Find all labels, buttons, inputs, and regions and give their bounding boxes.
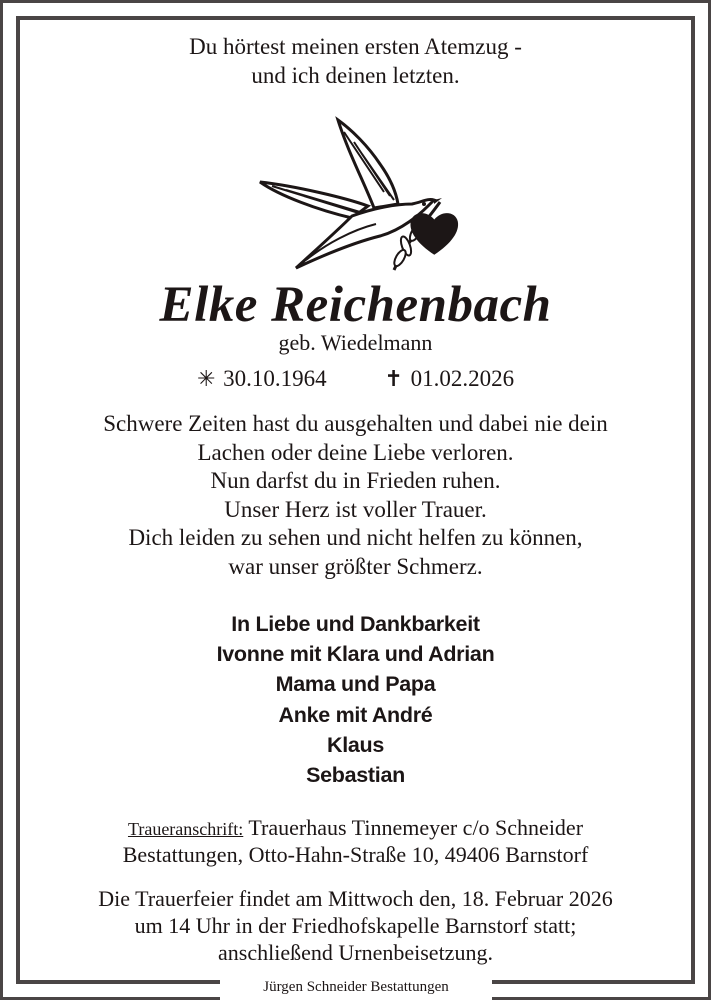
funeral-notice — [24, 885, 687, 966]
poem-line: Dich leiden zu sehen und nicht helfen zu können, — [128, 525, 583, 550]
funeral-home-credit: Jürgen Schneider Bestattungen — [220, 974, 492, 1000]
funeral-line: um 14 Uhr in der Friedhofskapelle Barnstorf statt; — [134, 913, 577, 938]
poem — [24, 410, 687, 581]
mourners-list — [24, 609, 687, 790]
poem-line: war unser größter Schmerz. — [228, 553, 483, 579]
address-line-2: Bestattungen, Otto-Hahn-Straße 10, 49406 Barnstorf — [122, 842, 589, 867]
funeral-line: Die Trauerfeier findet am Mittwoch den, 18. Februar 2026 — [98, 886, 613, 911]
mourning-address — [24, 815, 687, 868]
mourner-line: Klaus — [326, 732, 385, 757]
birth-date-group — [197, 363, 327, 395]
mourner-line: Mama und Papa — [275, 672, 436, 697]
life-dates — [24, 363, 687, 395]
epigraph — [24, 32, 687, 90]
death-date-group — [384, 363, 514, 395]
heart-icon — [410, 213, 458, 255]
address-label: Traueranschrift: — [127, 819, 244, 839]
birth-star-icon: ✳ — [196, 366, 216, 391]
mourner-line: In Liebe und Dankbarkeit — [231, 612, 480, 636]
epigraph-line: und ich deinen letzten. — [251, 63, 460, 88]
dove-with-olive-branch-icon — [256, 112, 466, 272]
birth-name: geb. Wiedelmann — [278, 330, 433, 355]
mourner-line: Anke mit André — [278, 702, 433, 727]
poem-line: Nun darfst du in Frieden ruhen. — [210, 468, 501, 493]
birth-date: 30.10.1964 — [223, 366, 327, 391]
poem-line: Unser Herz ist voller Trauer. — [224, 496, 487, 522]
mourner-line: Ivonne mit Klara und Adrian — [216, 642, 495, 667]
address-line-1: Trauerhaus Tinnemeyer c/o Schneider — [248, 815, 584, 840]
poem-line: Schwere Zeiten hast du ausgehalten und dabei nie dein — [103, 411, 608, 436]
death-cross-icon: ✝ — [384, 366, 403, 391]
death-date: 01.02.2026 — [410, 366, 515, 391]
mourner-line: Sebastian — [306, 763, 405, 788]
epigraph-line: Du hörtest meinen ersten Atemzug - — [189, 34, 522, 59]
funeral-line: anschließend Urnenbeisetzung. — [218, 940, 493, 965]
poem-line: Lachen oder deine Liebe verloren. — [197, 439, 514, 465]
deceased-name: Elke Reichenbach — [159, 277, 552, 333]
